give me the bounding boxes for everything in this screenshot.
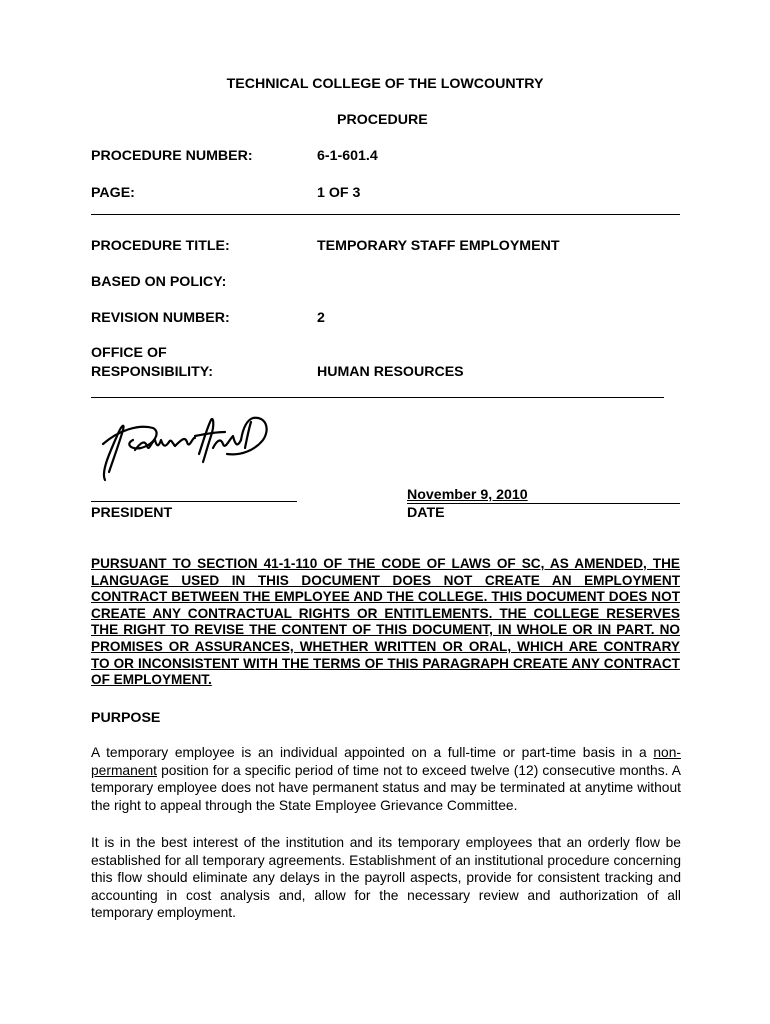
procedure-title-label: PROCEDURE TITLE:: [91, 238, 230, 254]
legal-notice: PURSUANT TO SECTION 41-1-110 OF THE CODE OF LAWS OF SC, AS AMENDED, THE LANGUAGE USED IN THIS DOCUMENT DOES NOT CREATE AN EMPLOYMENT CONTRACT BETWEEN THE EMPLOYEE AND THE COLLEGE. THIS DOCUMENT DOES NOT CREATE ANY CONTRACTUAL RIGHTS OR ENTITLEMENTS. THE COLLEGE RESERVES THE RIGHT TO REVISE THE CONTENT OF THIS DOCUMENT, IN WHOLE OR IN PART. NO PROMISES OR ASSURANCES, WHETHER WRITTEN OR ORAL, WHICH ARE CONTRARY TO OR INCONSISTENT WITH THE TERMS OF THIS PARAGRAPH CREATE ANY CONTRACT OF EMPLOYMENT.: [91, 556, 680, 688]
purpose-paragraph-1: [91, 744, 681, 814]
purpose-paragraph-1-end: position for a specific period of time not to exceed twelve (12) consecutive months. A temporary employee does not have permanent status and may be terminated at anytime without the right to appeal through the State Employee Grievance Committee.: [91, 762, 681, 813]
president-signature-line: [91, 501, 297, 502]
purpose-paragraph-2: It is in the best interest of the institution and its temporary employees that an orderly flow be established for all temporary agreements. Establishment of an institutional procedure concerning this flow should eliminate any delays in the payroll aspects, provide for consistent tracking and accounting in cost analysis and, allow for the necessary review and authorization of all temporary employment.: [91, 835, 681, 921]
office-value: HUMAN RESOURCES: [317, 364, 464, 380]
office-divider: [91, 397, 664, 398]
procedure-title-value: TEMPORARY STAFF EMPLOYMENT: [317, 238, 560, 254]
date-label: DATE: [407, 505, 445, 521]
institution-title: TECHNICAL COLLEGE OF THE LOWCOUNTRY: [226, 76, 544, 92]
revision-number-label: REVISION NUMBER:: [91, 310, 230, 326]
purpose-heading: PURPOSE: [91, 710, 161, 726]
procedure-number-value: 6-1-601.4: [317, 148, 378, 164]
header-divider: [91, 214, 680, 215]
office-label-line2: RESPONSIBILITY:: [91, 364, 213, 380]
document-type: PROCEDURE: [337, 112, 428, 128]
office-label-line1: OFFICE OF: [91, 345, 167, 361]
page-value: 1 OF 3: [317, 185, 361, 201]
procedure-number-label: PROCEDURE NUMBER:: [91, 148, 253, 164]
signature-date-value: November 9, 2010: [407, 487, 680, 504]
page-label: PAGE:: [91, 185, 135, 201]
president-signature: [95, 414, 275, 486]
based-on-policy-label: BASED ON POLICY:: [91, 274, 227, 290]
non-permanent-term: non-permanent: [91, 745, 681, 778]
president-label: PRESIDENT: [91, 505, 173, 521]
purpose-paragraph-1-start: A temporary employee is an individual appointed on a full-time or part-time basis in a: [91, 745, 654, 760]
revision-number-value: 2: [317, 310, 325, 326]
